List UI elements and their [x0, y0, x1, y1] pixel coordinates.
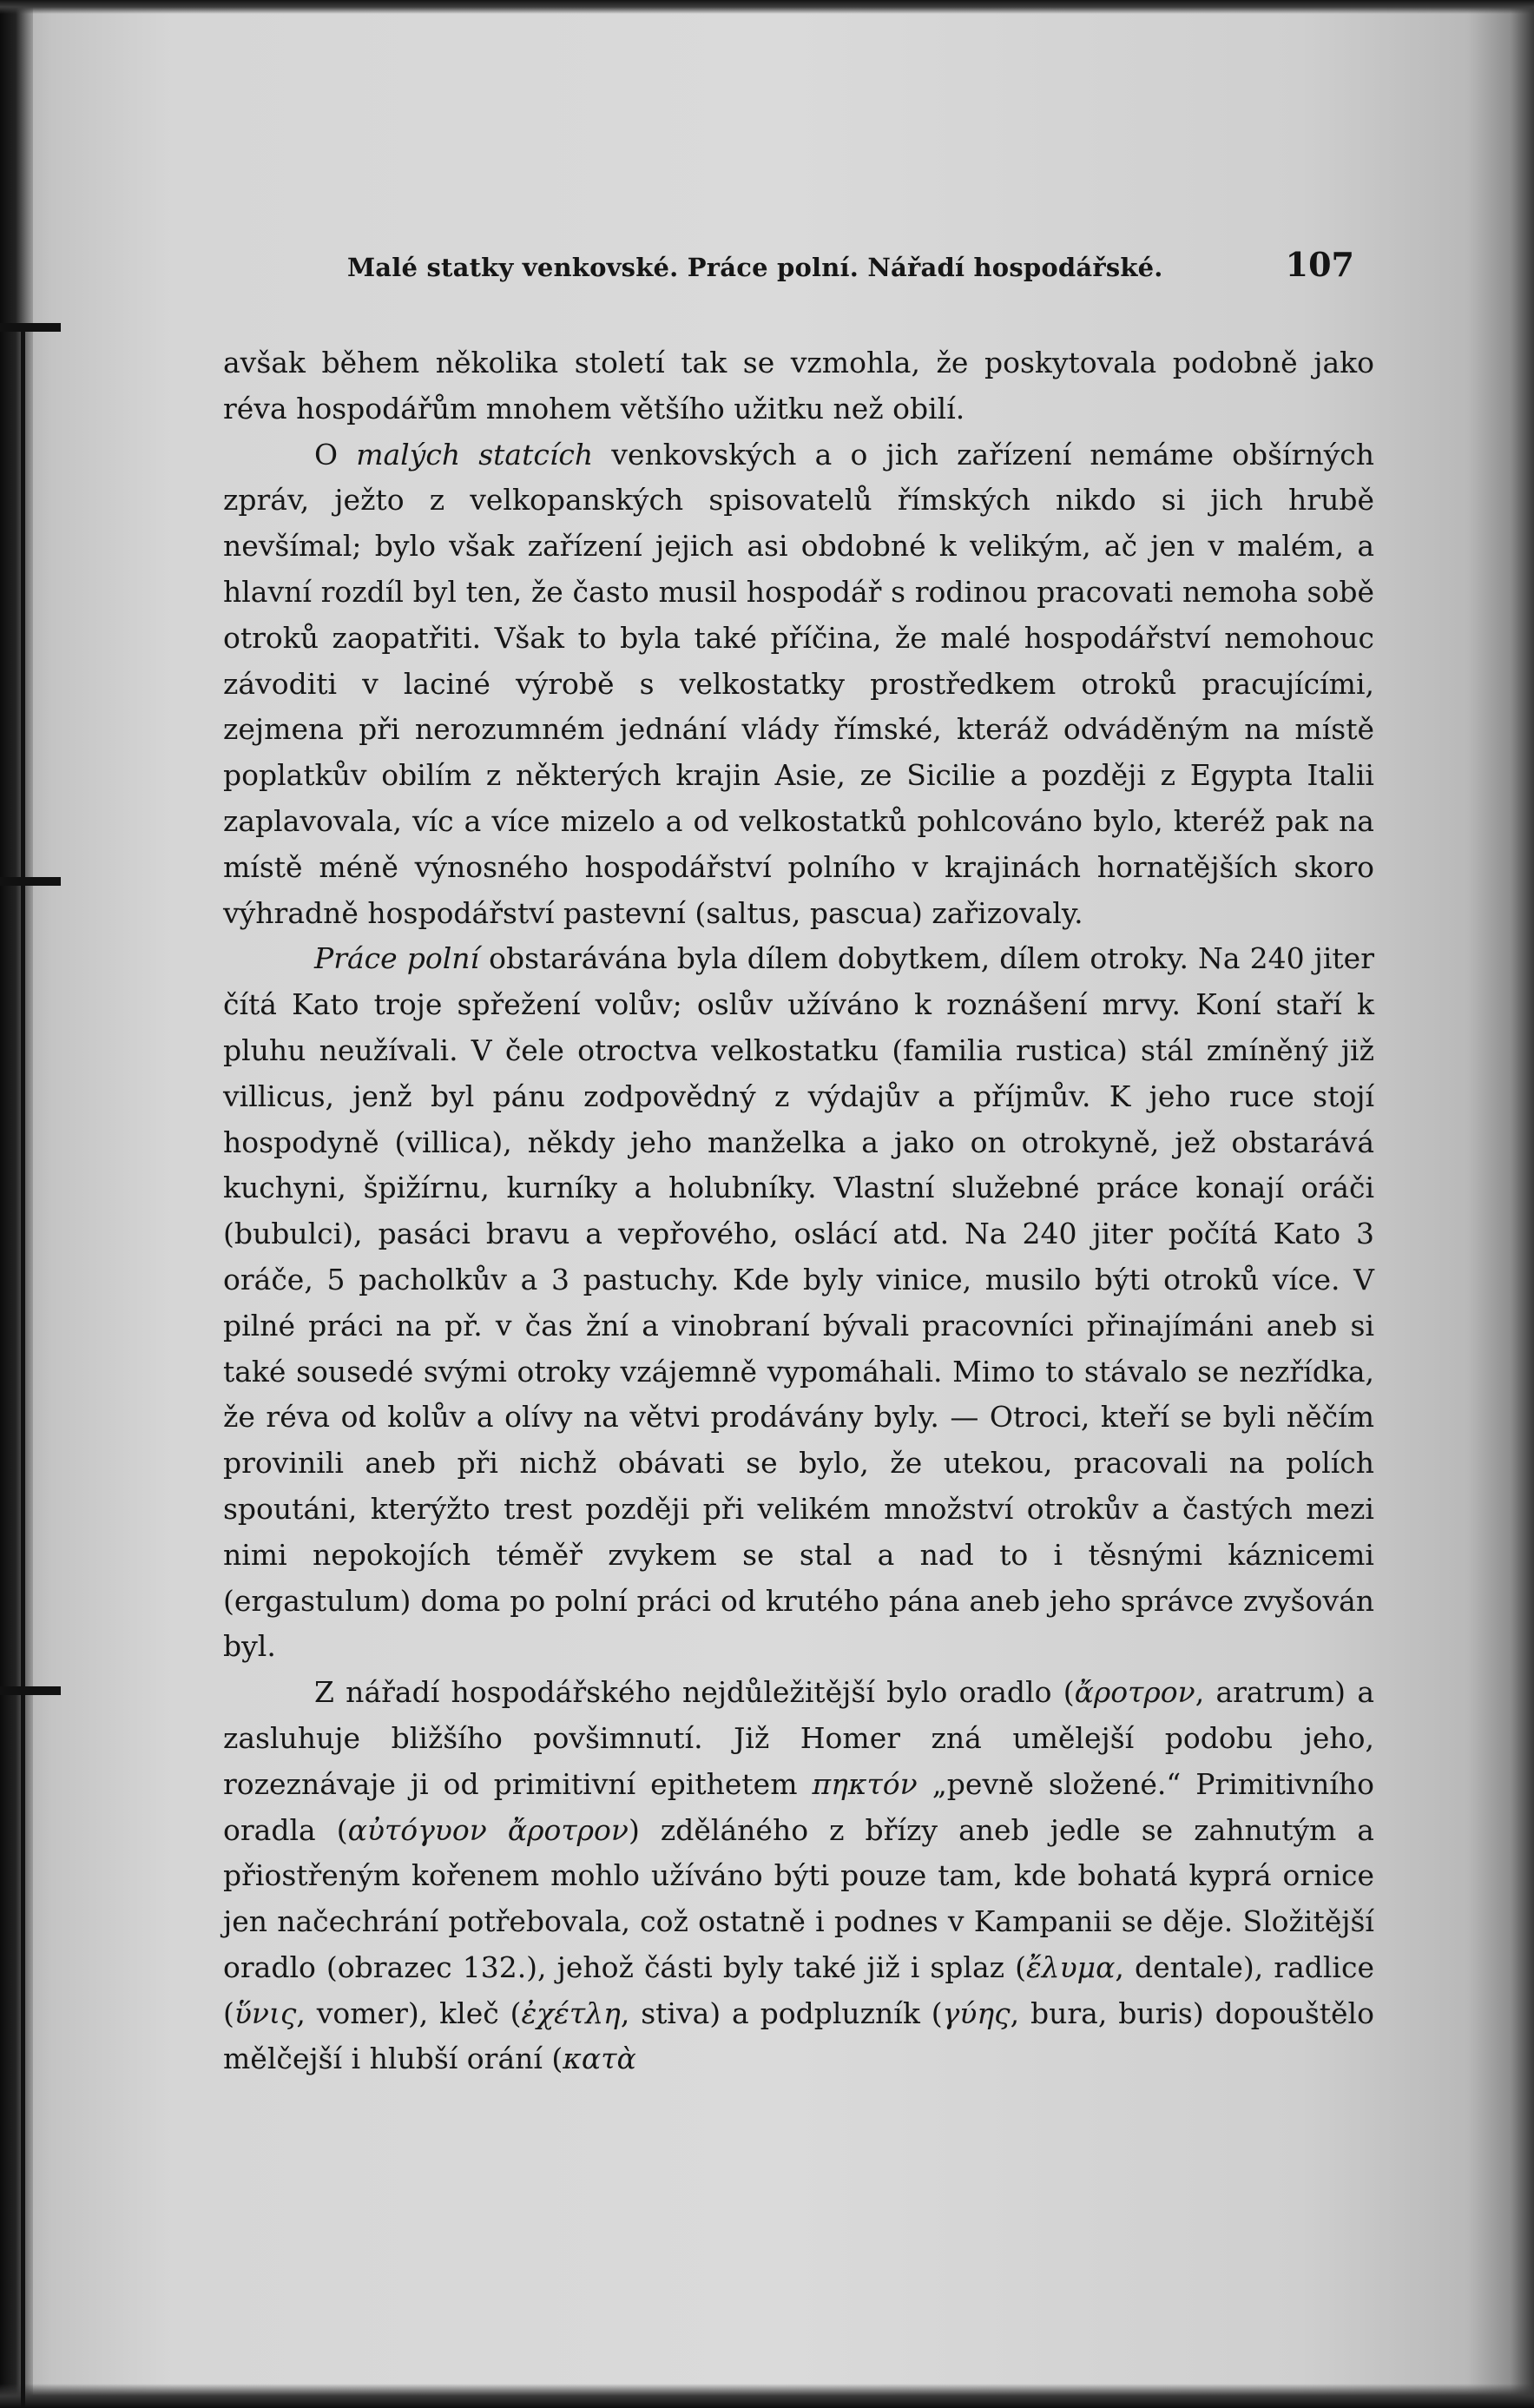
binding-mark [0, 877, 61, 886]
page-number: 107 [1285, 245, 1354, 284]
paragraph: Práce polní obstarávána byla dílem dobytkem, dílem otroky. Na 240 jiter čítá Kato troje spřežení volův; oslův užíváno k roznášení mrvy. Koní staří k pluhu neužívali. V čele otroctva velkostatku (familia rustica) stál zmíněný již villicus, jenž byl pánu zodpovědný z výdajův a příjmův. K jeho ruce stojí hospodyně (villica), někdy jeho manželka a jako on otrokyně, jež obstarává kuchyni, špižírnu, kurníky a holubníky. Vlastní služebné práce konají oráči (bubulci), pasáci bravu a vepřového, oslácí atd. Na 240 jiter počítá Kato 3 oráče, 5 pacholkův a 3 pastuchy. Kde byly vinice, musilo býti otroků více. V pilné práci na př. v čas žní a vinobraní bývali pracovníci přinajímáni aneb si také sousedé svými otroky vzájemně vypomáhali. Mimo to stávalo se nezřídka, že réva od kolův a olívy na větvi prodávány byly. — Otroci, kteří se byli něčím provinili aneb při nichž obávati se bylo, že utekou, pracovali na polích spoutáni, kterýžto trest později při velikém množství otrokův a častých mezi nimi nepokojích téměř zvykem se stal a nad to i těsnými káznicemi (ergastulum) doma po polní práci od krutého pána aneb jeho správce zvyšován byl. [223, 941, 1374, 1664]
page-left-edge-shadow [0, 0, 33, 2408]
greek-term: πηκτόν [812, 1766, 918, 1801]
binding-mark [0, 323, 61, 332]
greek-term: ἐχέτλη [521, 1996, 621, 2030]
page-bottom-edge-shadow [0, 2384, 1534, 2408]
running-head [347, 245, 1354, 294]
greek-term: γύης [942, 1996, 1011, 2030]
binding-line [21, 323, 25, 2407]
paragraph: O malých statcích venkovských a o jich zařízení nemáme obšírných zpráv, ježto z velkopanských spisovatelů římských nikdo si jich hrubě nevšímal; bylo však zařízení jejich asi obdobné k velikým, ač jen v malém, a hlavní rozdíl byl ten, že často musil hospodář s rodinou pracovati nemoha sobě otroků zaopatřiti. Však to byla také příčina, že malé hospodářství nemohouc závoditi v laciné výrobě s velkostatky prostředkem otroků pracujícími, zejmena při nerozumném jednání vlády římské, kteráž odváděným na místě poplatkův obilím z některých krajin Asie, ze Sicilie a později z Egypta Italii zaplavovala, víc a více mizelo a od velkostatků pohlcováno bylo, kteréž pak na místě méně výnosného hospodářství polního v krajinách hornatějších skoro výhradně hospodářství pastevní (saltus, pascua) zařizovaly. [223, 437, 1375, 930]
greek-term: αὐτόγυον ἄροτρον [347, 1812, 629, 1847]
greek-term: ἄροτρον [1074, 1675, 1195, 1710]
page-top-edge-shadow [0, 0, 1534, 14]
greek-term: ἔλυμα [1025, 1949, 1116, 1984]
emphasis: Práce polní [314, 941, 480, 976]
body-text [223, 340, 1374, 2082]
paragraph: avšak během několika století tak se vzmohla, že poskytovala podobně jako réva hospodářům mnohem většího užitku než obilí. [223, 346, 1374, 426]
greek-term: ὕνις [234, 1996, 297, 2030]
running-head-title: Malé statky venkovské. Práce polní. Nářadí hospodářské. [347, 253, 1163, 282]
paragraph: Z nářadí hospodářského nejdůležitější bylo oradlo (ἄροτρον, aratrum) a zasluhuje bližšího povšimnutí. Již Homer zná umělejší podobu jeho, rozeznávaje ji od primitivní epithetem πηκτόν „pevně složené.“ Primitivního oradla (αὐτόγυον ἄροτρον) zděláného z břízy aneb jedle se zahnutým a přiostřeným kořenem mohlo užíváno býti pouze tam, kde bohatá kyprá ornice jen načechrání potřebovala, což ostatně i podnes v Kampanii se děje. Složitější oradlo (obrazec 132.), jehož části byly také již i splaz (ἔλυμα, dentale), radlice (ὕνις, vomer), kleč (ἐχέτλη, stiva) a podpluzník (γύης, bura, buris) dopouštělo mělčejší i hlubší orání (κατὰ [223, 1675, 1375, 2076]
binding-mark [0, 1686, 61, 1695]
emphasis: malých statcích [356, 437, 594, 472]
greek-term: κατὰ [563, 2042, 636, 2076]
